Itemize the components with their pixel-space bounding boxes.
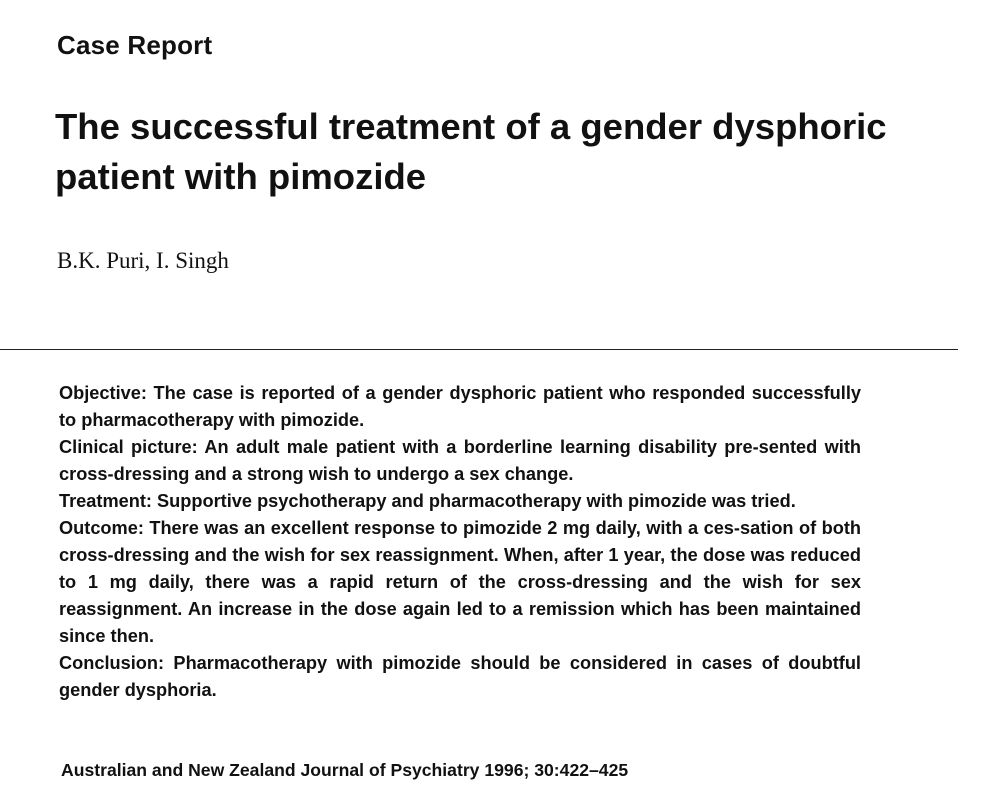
title-line-1: The successful treatment of a gender dysphoric [55,106,887,147]
abstract-outcome: Outcome: There was an excellent response to pimozide 2 mg daily, with a ces-sation of both cross-dressing and the wish for sex reassignment. When, after 1 year, the dose was reduced to 1 mg daily, there was a rapid return of the cross-dressing and the wish for sex reassignment. An increase in the dose again led to a remission which has been maintained since then. [59,518,861,646]
article-title [55,102,975,202]
author-list: B.K. Puri, I. Singh [57,248,229,273]
abstract-treatment: Treatment: Supportive psychotherapy and pharmacotherapy with pimozide was tried. [59,491,796,511]
divider [0,349,958,350]
title-line-2: patient with pimozide [55,156,427,197]
abstract [59,380,861,704]
journal-citation: Australian and New Zealand Journal of Psychiatry 1996; 30:422–425 [61,760,629,780]
section-label: Case Report [57,30,213,60]
abstract-objective: Objective: The case is reported of a gender dysphoric patient who responded successfully to pharmacotherapy with pimozide. [59,383,861,430]
abstract-conclusion: Conclusion: Pharmacotherapy with pimozide should be considered in cases of doubtful gender dysphoria. [59,653,861,700]
abstract-clinical-picture: Clinical picture: An adult male patient with a borderline learning disability pre-sented with cross-dressing and a strong wish to undergo a sex change. [59,437,861,484]
